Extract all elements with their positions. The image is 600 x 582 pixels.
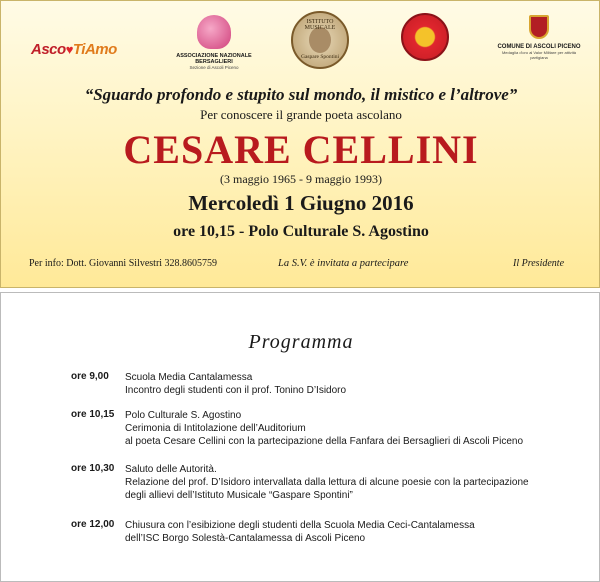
program-line: dell’ISC Borgo Solestà-Cantalamessa di Ascoli Piceno	[125, 533, 366, 544]
comune-ascoli-logo	[493, 15, 585, 60]
program-card	[0, 292, 600, 582]
program-time: ore 10,15	[71, 409, 115, 420]
istituto-logo-bottom: Gaspare Spontini	[300, 54, 340, 60]
poet-dates: (3 maggio 1965 - 9 maggio 1993)	[220, 172, 382, 186]
program-line: degli allievi dell’Istituto Musicale “Gaspare Spontini”	[125, 490, 353, 501]
quote-heading: “Sguardo profondo e stupito sul mondo, il mistico e l’altrove”	[84, 85, 518, 104]
heart-icon: ♥	[65, 42, 73, 57]
sponsor-logos	[1, 11, 600, 81]
event-date: Mercoledì 1 Giugno 2016	[188, 191, 414, 215]
istituto-logo-top: ISTITUTO MUSICALE	[304, 19, 336, 31]
invitation-card	[0, 0, 600, 288]
invitation-note: La S.V. è invitata a partecipare	[278, 258, 409, 269]
program-line: Chiusura con l’esibizione degli studenti della Scuola Media Ceci-Cantalamessa	[125, 520, 475, 531]
ascotiamo-logo-part1: Asco	[31, 41, 66, 58]
program-time: ore 12,00	[71, 519, 115, 530]
istituto-musicale-logo	[291, 11, 349, 69]
contact-info: Per info: Dott. Giovanni Silvestri 328.8605759	[29, 258, 218, 269]
program-line: al poeta Cesare Cellini con la partecipazione della Fanfara dei Bersaglieri di Ascoli Piceno	[125, 436, 524, 447]
ana-bersaglieri-logo	[159, 15, 269, 70]
program-title: Programma	[248, 331, 354, 353]
program-line: Scuola Media Cantalamessa	[125, 372, 253, 383]
program-time: ore 9,00	[71, 371, 109, 382]
comune-subcaption: Medaglia d'oro al Valor Militare per attività partigiana	[501, 50, 577, 60]
red-circle-emblem-logo	[401, 13, 449, 61]
program-line: Relazione del prof. D’Isidoro intervallata dalla lettura di alcune poesie con la partecipazione	[125, 477, 529, 488]
poet-name: CESARE CELLINI	[123, 127, 479, 172]
program-line: Polo Culturale S. Agostino	[125, 410, 242, 421]
ana-caption: ASSOCIAZIONE NAZIONALE BERSAGLIERI	[176, 53, 252, 65]
ana-subcaption: Sezione di Ascoli Piceno	[189, 65, 239, 70]
ascotiamo-logo	[31, 41, 117, 58]
program-time: ore 10,30	[71, 463, 115, 474]
signature: Il Presidente	[513, 258, 565, 269]
coat-of-arms-icon	[529, 15, 549, 39]
ascotiamo-logo-part2: TiAmo	[72, 41, 117, 58]
event-place: ore 10,15 - Polo Culturale S. Agostino	[173, 223, 429, 240]
program-line: Incontro degli studenti con il prof. Tonino D’Isidoro	[125, 385, 347, 396]
comune-caption: COMUNE DI ASCOLI PICENO	[497, 44, 581, 50]
program-line: Cerimonia di Intitolazione dell’Auditorium	[125, 423, 306, 434]
intro-text: Per conoscere il grande poeta ascolano	[200, 107, 402, 122]
plume-icon	[197, 15, 231, 49]
program-line: Saluto delle Autorità.	[125, 464, 217, 475]
